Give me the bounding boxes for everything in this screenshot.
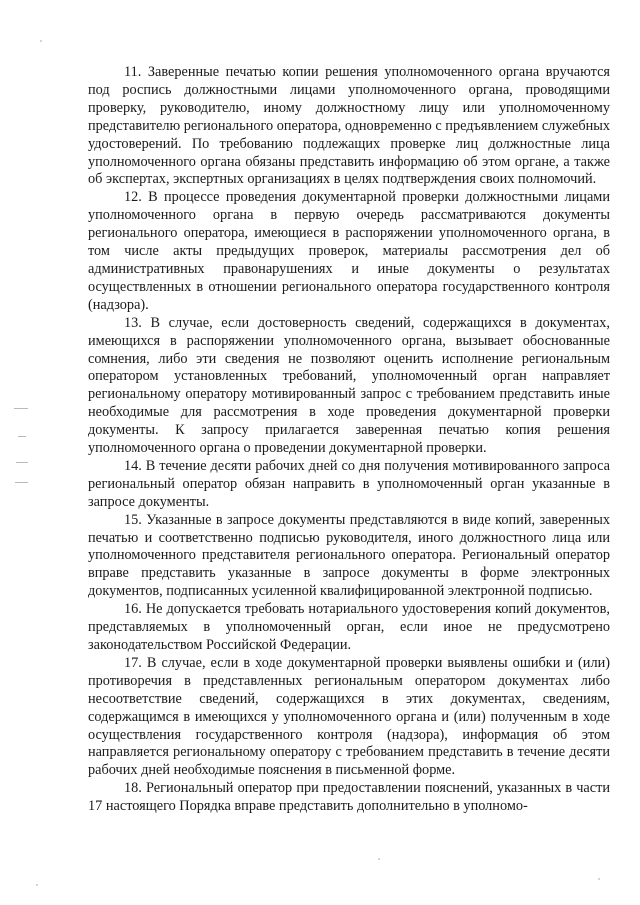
scan-artifact-mark [15,482,28,483]
scan-artifact-mark [16,462,28,463]
scan-artifact-mark [14,408,28,409]
paragraph-14: 14. В течение десяти рабочих дней со дня получения мотивированного запроса региональный оператор обязан направить в уполномоченный орган указанные в запросе документы. [88,457,610,510]
paragraph-18: 18. Региональный оператор при предоставлении пояснений, указанных в части 17 настоящего Порядка вправе представить дополнительно в уполномо- [88,780,610,815]
scan-speck [36,884,38,886]
scan-speck [378,858,380,860]
scan-speck [40,40,42,42]
paragraph-15: 15. Указанные в запросе документы представляются в виде копий, заверенных печатью и соответственно подписью руководителя, иного должностного лица или уполномоченного представителя регионального оператора. Региональный оператор вправе представить указанные в запросе документы в форме электронных документов, подписанных усиленной квалифицированной электронной подписью. [88,511,610,600]
paragraph-12: 12. В процессе проведения документарной проверки должностными лицами уполномоченного органа в первую очередь рассматриваются документы регионального оператора, имеющиеся в распоряжении уполномоченного органа, в том числе акты предыдущих проверок, материалы рассмотрения дел об административных правонарушениях и иные документы о результатах осуществленных в отношении регионального оператора государственного контроля (надзора). [88,189,610,313]
paragraph-11: 11. Заверенные печатью копии решения уполномоченного органа вручаются под роспись должностными лицами уполномоченного органа, проводящими проверку, руководителю, иному должностному лицу или уполномоченному представителю регионального оператора, одновременно с предъявлением служебных удостоверений. По требованию подлежащих проверке лиц должностные лица уполномоченного органа обязаны представить информацию об этом органе, а также об экспертах, экспертных организациях в целях подтверждения своих полномочий. [88,64,610,188]
scan-artifact-mark [18,436,26,437]
paragraph-17: 17. В случае, если в ходе документарной проверки выявлены ошибки и (или) противоречия в представленных региональным оператором документах либо несоответствие сведений, содержащихся в этих документах, сведениям, содержащимся в имеющихся у уполномоченного органа и (или) полученным в ходе осуществления государственного контроля (надзора), информация об этом направляется региональному оператору с требованием представить в течение десяти рабочих дней необходимые пояснения в письменной форме. [88,654,610,779]
paragraph-13: 13. В случае, если достоверность сведений, содержащихся в документах, имеющихся в распоряжении уполномоченного органа, вызывает обоснованные сомнения, либо эти сведения не позволяют оценить исполнение региональным оператором установленных требований, уполномоченный орган направляет региональному оператору мотивированный запрос с требованием представить иные необходимые для рассмотрения в ходе проведения документарной проверки документы. К запросу прилагается заверенная печатью копия решения уполномоченного органа о проведении документарной проверки. [88,314,610,457]
scan-speck [598,878,600,880]
document-body [88,64,610,816]
paragraph-16: 16. Не допускается требовать нотариального удостоверения копий документов, представляемых в уполномоченный орган, если иное не предусмотрено законодательством Российской Федерации. [88,601,610,653]
